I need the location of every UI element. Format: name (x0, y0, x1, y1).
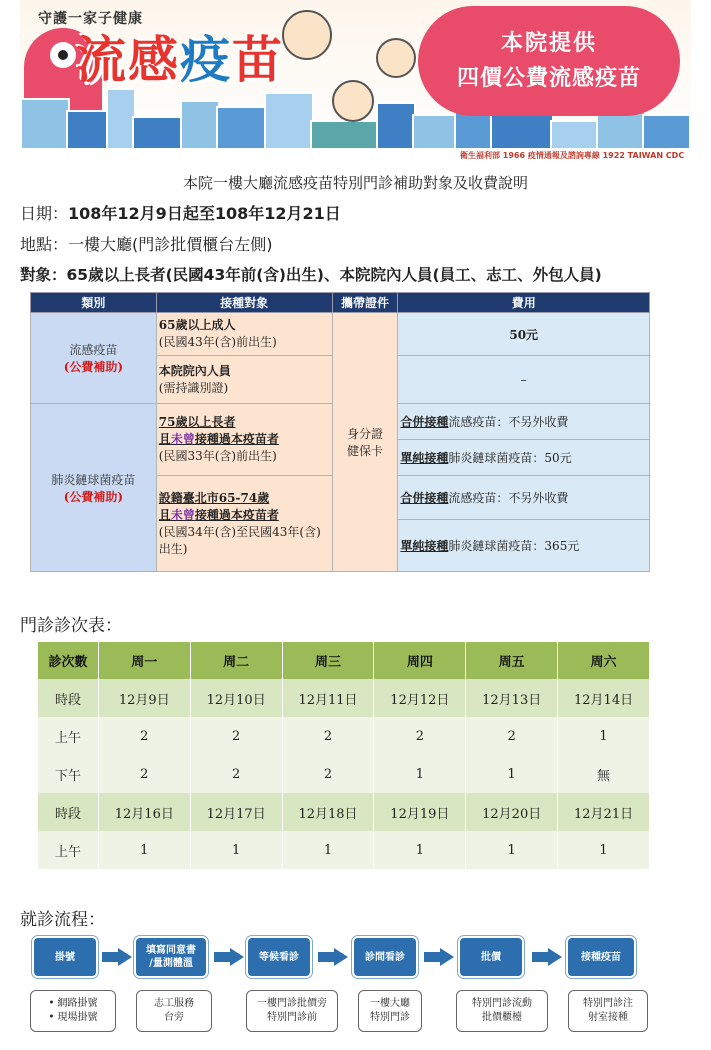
flow-note-consent: 志工服務 台旁 (136, 990, 212, 1032)
fee-table-header-row (31, 293, 650, 313)
arrow-right-icon (318, 948, 348, 966)
category-pneumococcal: 肺炎鏈球菌疫苗 (公費補助) (31, 404, 157, 572)
banner-title-part2: 疫 (180, 31, 232, 89)
flow-step-vaccination: 接種疫苗 (566, 936, 636, 978)
bubble-line1: 本院提供 (500, 31, 597, 56)
bubble-line2: 四價公費流感疫苗 (456, 66, 641, 91)
flow-note-consultation: 一樓大廳 特別門診 (358, 990, 422, 1032)
place-value: 一樓大廳(門診批價櫃台左側) (68, 235, 273, 254)
page-subtitle: 本院一樓大廳流感疫苗特別門診補助對象及收費說明 (182, 174, 528, 192)
flow-note-waiting: 一樓門診批價旁 特別門診前 (246, 990, 338, 1032)
required-documents: 身分證 健保卡 (332, 313, 398, 572)
target-value: 65歲以上長者(民國43年前(含)出生)、本院院內人員(員工、志工、外包人員) (66, 266, 602, 284)
target-65-plus: 65歲以上成人 (民國43年(含)前出生) (156, 313, 332, 356)
header-target: 接種對象 (156, 293, 332, 313)
flow-heading: 就診流程： (20, 910, 105, 930)
header-fee: 費用 (398, 293, 650, 313)
banner-hotline-footer: 衛生福利部 1966 疫情通報及諮詢專線 1922 TAIWAN CDC (460, 151, 685, 160)
schedule-header: 周六 (558, 642, 650, 679)
flow-step-register: 掛號 (32, 936, 98, 978)
banner-title-part1: 流感 (76, 31, 180, 89)
target-staff: 本院院內人員 (需持識別證) (156, 356, 332, 404)
schedule-header: 周二 (190, 642, 282, 679)
fee-table (30, 292, 650, 572)
schedule-header: 周三 (282, 642, 374, 679)
banner-title (76, 20, 284, 92)
fee-combined-1: 合併接種流感疫苗：不另外收費 (398, 404, 650, 440)
header-category: 類別 (31, 293, 157, 313)
flow-note-register: • 網路掛號 • 現場掛號 (30, 990, 116, 1032)
schedule-row: 上午 1 1 1 1 1 1 (38, 831, 650, 869)
flow-note-billing: 特別門診流動 批價櫃檯 (456, 990, 548, 1032)
flow-step-consultation: 診間看診 (352, 936, 418, 978)
fee-flu-65: 50元 (398, 313, 650, 356)
flow-step-consent: 填寫同意書 /量測體溫 (134, 936, 208, 978)
flow-step-waiting: 等候看診 (246, 936, 312, 978)
elder-character-illustration (332, 80, 374, 122)
child-character-illustration (282, 10, 332, 60)
target-75-plus: 75歲以上長者 且未曾接種過本疫苗者 (民國33年(含)前出生) (156, 404, 332, 476)
arrow-right-icon (102, 948, 132, 966)
header-documents: 攜帶證件 (332, 293, 398, 313)
flow-note-vaccination: 特別門診注 射室接種 (568, 990, 648, 1032)
date-value: 108年12月9日起至108年12月21日 (68, 204, 341, 223)
fee-single-1: 單純接種肺炎鏈球菌疫苗：50元 (398, 440, 650, 476)
banner-slogan: 守護一家子健康 (38, 11, 143, 27)
date-label: 日期： (20, 204, 69, 223)
arrow-right-icon (532, 948, 562, 966)
date-line (20, 201, 341, 224)
place-line (20, 232, 273, 255)
place-label: 地點： (20, 235, 69, 254)
schedule-header: 周五 (466, 642, 558, 679)
fee-single-2: 單純接種肺炎鏈球菌疫苗：365元 (398, 520, 650, 572)
flu-vaccine-banner (20, 0, 691, 163)
schedule-header: 診次數 (38, 642, 98, 679)
schedule-heading: 門診診次表： (20, 616, 122, 636)
schedule-header: 周一 (98, 642, 190, 679)
schedule-row: 時段 12月9日 12月10日 12月11日 12月12日 12月13日 12月14日 (38, 679, 650, 717)
target-label: 對象： (20, 266, 67, 284)
arrow-right-icon (214, 948, 244, 966)
schedule-header: 周四 (374, 642, 466, 679)
category-flu: 流感疫苗 (公費補助) (31, 313, 157, 404)
fee-flu-staff: – (398, 356, 650, 404)
announcement-bubble (418, 6, 680, 116)
banner-title-part3: 苗 (232, 31, 284, 89)
flow-step-billing: 批價 (458, 936, 524, 978)
fee-combined-2: 合併接種流感疫苗：不另外收費 (398, 476, 650, 520)
schedule-row: 上午 2 2 2 2 2 1 (38, 717, 650, 755)
target-line (20, 263, 602, 285)
schedule-row: 下午 2 2 2 1 1 無 (38, 755, 650, 793)
schedule-table (38, 642, 650, 869)
arrow-right-icon (424, 948, 454, 966)
nurse-character-illustration (376, 38, 416, 78)
target-taipei-65-74: 設籍臺北市65-74歲 且未曾接種過本疫苗者 (民國34年(含)至民國43年(含)出生) (156, 476, 332, 572)
visit-flow-diagram (0, 930, 711, 1040)
schedule-header-row (38, 642, 650, 679)
schedule-row: 時段 12月16日 12月17日 12月18日 12月19日 12月20日 12月21日 (38, 793, 650, 831)
